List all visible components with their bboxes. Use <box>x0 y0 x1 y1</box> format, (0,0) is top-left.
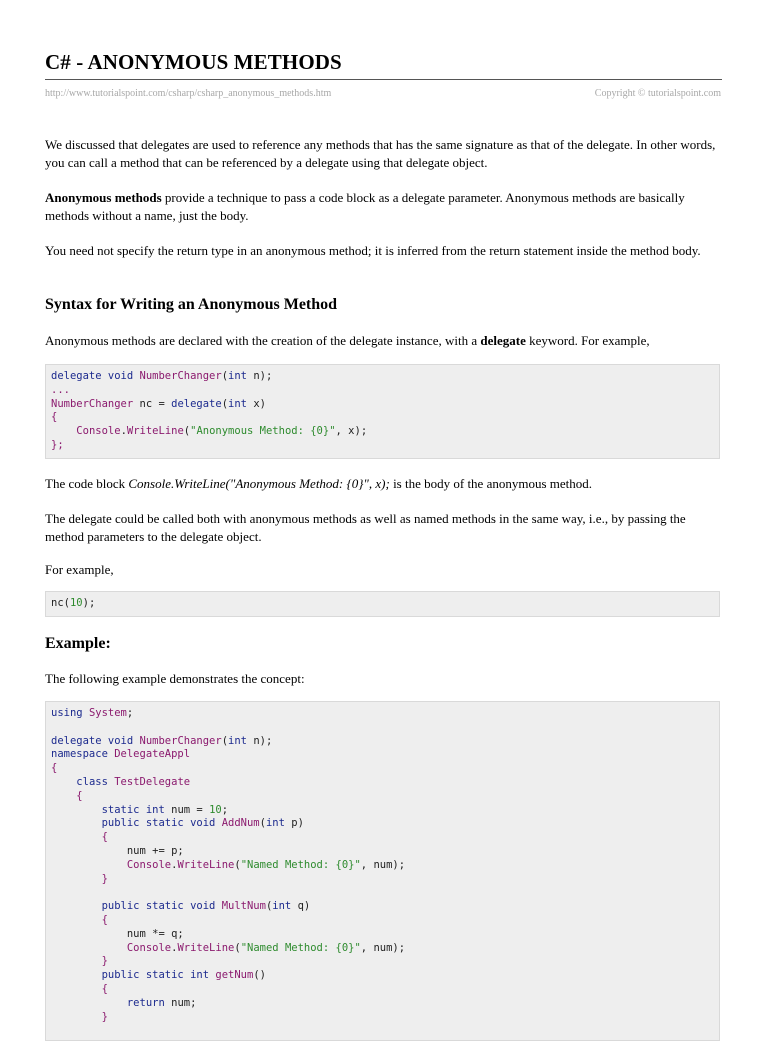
title-divider <box>45 79 722 80</box>
example-paragraph: The following example demonstrates the concept: <box>45 671 305 686</box>
code-body-tail: is the body of the anonymous method. <box>389 476 593 491</box>
syntax-paragraph <box>45 332 725 350</box>
syntax-paragraph-text: Anonymous methods are declared with the creation of the delegate instance, with a <box>45 333 481 348</box>
intro-paragraph-2 <box>45 189 725 225</box>
delegate-keyword-term: delegate <box>480 333 526 348</box>
code-body-italic: Console.WriteLine("Anonymous Method: {0}", x); <box>128 476 390 491</box>
syntax-heading: Syntax for Writing an Anonymous Method <box>45 296 338 313</box>
copyright-notice: Copyright © tutorialspoint.com <box>594 88 721 99</box>
named-methods-paragraph: The delegate could be called both with anonymous methods as well as named methods in the same way, i.e., by passing the method parameters to the delegate object. <box>45 511 686 544</box>
source-url[interactable]: http://www.tutorialspoint.com/csharp/csharp_anonymous_methods.htm <box>45 88 332 99</box>
example-code-block[interactable]: using System; delegate void NumberChanger(int n); namespace DelegateAppl { class TestDelegate { static int num = 10; public static void AddNum(int p) { num += p; Console.WriteLine("Named Method: {0}", num); } public static void MultNum(int q) { num *= q; Console.WriteLine("Named Method: {0}", num); } public static int getNum() { return num; } <box>45 701 720 1041</box>
syntax-paragraph-tail: keyword. For example, <box>525 333 650 348</box>
intro-paragraph-2-text: provide a technique to pass a code block as a delegate parameter. Anonymous methods are basically methods without a name, just the body. <box>45 190 685 223</box>
example-heading: Example: <box>45 635 111 652</box>
intro-paragraph-3: You need not specify the return type in an anonymous method; it is inferred from the return statement inside the method body. <box>45 243 701 258</box>
anonymous-methods-term: Anonymous methods <box>45 190 162 205</box>
intro-paragraph-1: We discussed that delegates are used to reference any methods that has the same signature as that of the delegate. In other words, you can call a method that can be referenced by a delegate using that delegate object. <box>45 137 716 170</box>
code-body-paragraph <box>45 475 725 493</box>
code-body-text: The code block <box>45 476 129 491</box>
page-title: C# - ANONYMOUS METHODS <box>45 50 342 74</box>
call-code-block[interactable]: nc(10); <box>45 591 720 617</box>
for-example-paragraph: For example, <box>45 562 114 577</box>
syntax-code-block[interactable]: delegate void NumberChanger(int n); ... NumberChanger nc = delegate(int x) { Console.WriteLine("Anonymous Method: {0}", x); }; <box>45 364 720 459</box>
